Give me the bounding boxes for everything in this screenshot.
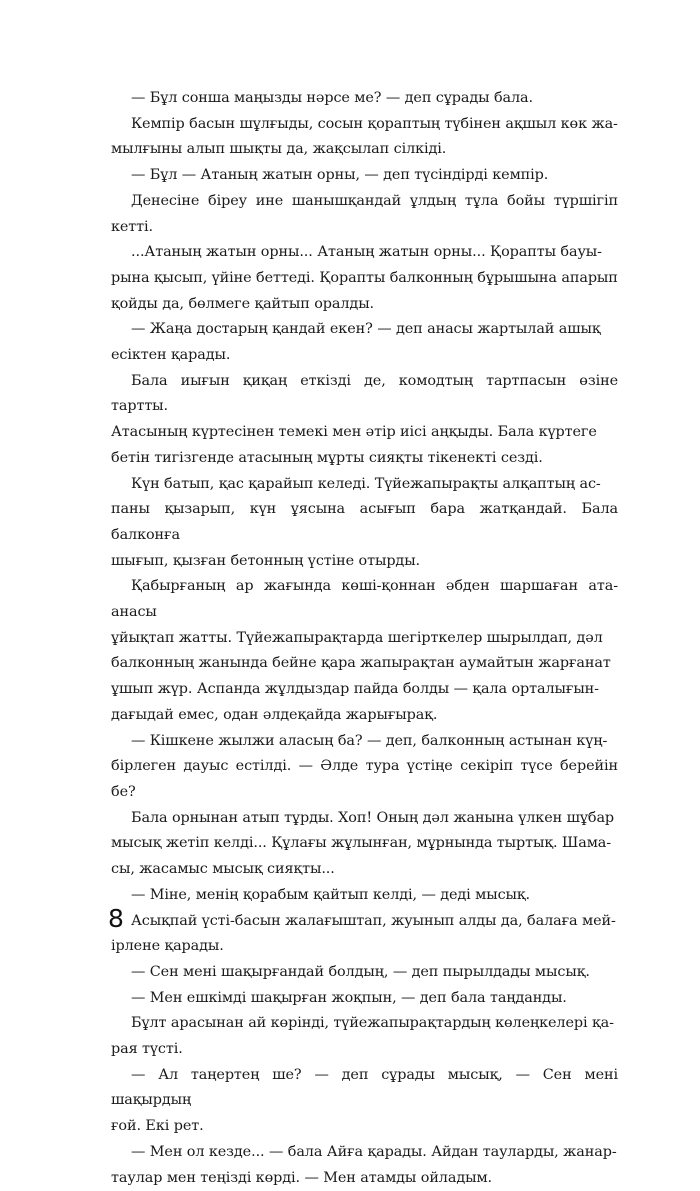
paragraph-1: — Бұл сонша маңызды нәрсе ме? — деп сұрады бала. [131,90,534,106]
paragraph-10: — Кішкене жылжи аласың ба? — деп, балконның астынан күң- бірлеген дауыс естілді. — Әлде тура үстіңе секіріп түсе берейін бе? [111,732,618,800]
paragraph-13: Асықпай үсті-басын жалағыштап, жуынып алды да, балаға мей- ірлене қарады. [111,912,616,955]
paragraph-18: — Мен ол кезде... — бала Айға қарады. Айдан тауларды, жанар- таулар мен теңізді көрді. — Мен атамды ойладым. [111,1143,617,1186]
paragraph-4: Денесіне біреу ине шанышқандай ұлдың тұла бойы түршігіп кетті. [111,192,618,235]
paragraph-11: Бала орнынан атып тұрды. Хоп! Оның дәл жанына үлкен шұбар мысық жетіп келді... Құлағы жұлынған, мұрнында тыртық. Шама- сы, жасамыс мысық сияқты... [111,809,615,878]
story-text [111,86,618,1191]
paragraph-17: — Ал таңертең ше? — деп сұрады мысық, — Сен мені шақырдың ғой. Екі рет. [111,1066,618,1135]
paragraph-16: Бұлт арасынан ай көрінді, түйежапырақтардың көлеңкелері қа- рая түсті. [111,1015,614,1058]
paragraph-12: — Міне, менің қорабым қайтып келді, — деді мысық. [131,886,530,903]
paragraph-7: Бала иығын қиқаң еткізді де, комодтың тартпасын өзіне тартты. Атасының күртесінен темекі мен әтір иісі аңқыды. Бала күртеге бетін тигізгенде атасының мұрты сияқты тікенекті сезді. [111,372,618,466]
paragraph-14: — Сен мені шақырғандай болдың, — деп пырылдады мысық. [131,963,590,980]
paragraph-6: — Жаңа достарың қандай екен? — деп анасы жартылай ашық есіктен қарады. [111,321,601,364]
paragraph-3: — Бұл — Атаның жатын орны, — деп түсіндірді кемпір. [131,167,549,184]
paragraph-2: Кемпір басын шұлғыды, сосын қораптың түбінен ақшыл көк жа- мылғыны алып шықты да, жақсылап сілкіді. [111,115,618,158]
paragraph-9: Қабырғаның ар жағында көші-қоннан әбден шаршаған ата-анасы ұйықтап жатты. Түйежапырақтарда шегірткелер шырылдап, дәл балконның жанында бейне қара жапырақтан аумайтын жарғанат ұшып жүр. Аспанда жұлдыздар пайда болды — қала орталығын- дағыдай емес, одан әлдеқайда жарығырақ. [111,578,618,723]
paragraph-8: Күн батып, қас қарайып келеді. Түйежапырақты алқаптың ас- паны қызарып, күн ұясына асығып бара жатқандай. Бала балконға шығып, қызған бетонның үстіне отырды. [111,475,618,569]
page-number: 8 [108,904,124,933]
paragraph-5: ...Атаның жатын орны... Атаның жатын орны... Қорапты бауы- рына қысып, үйіне беттеді. Қорапты балконның бұрышына апарып қойды да, бөлмеге қайтып оралды. [111,244,618,312]
paragraph-15: — Мен ешкімді шақырған жоқпын, — деп бала таңданды. [131,989,567,1006]
